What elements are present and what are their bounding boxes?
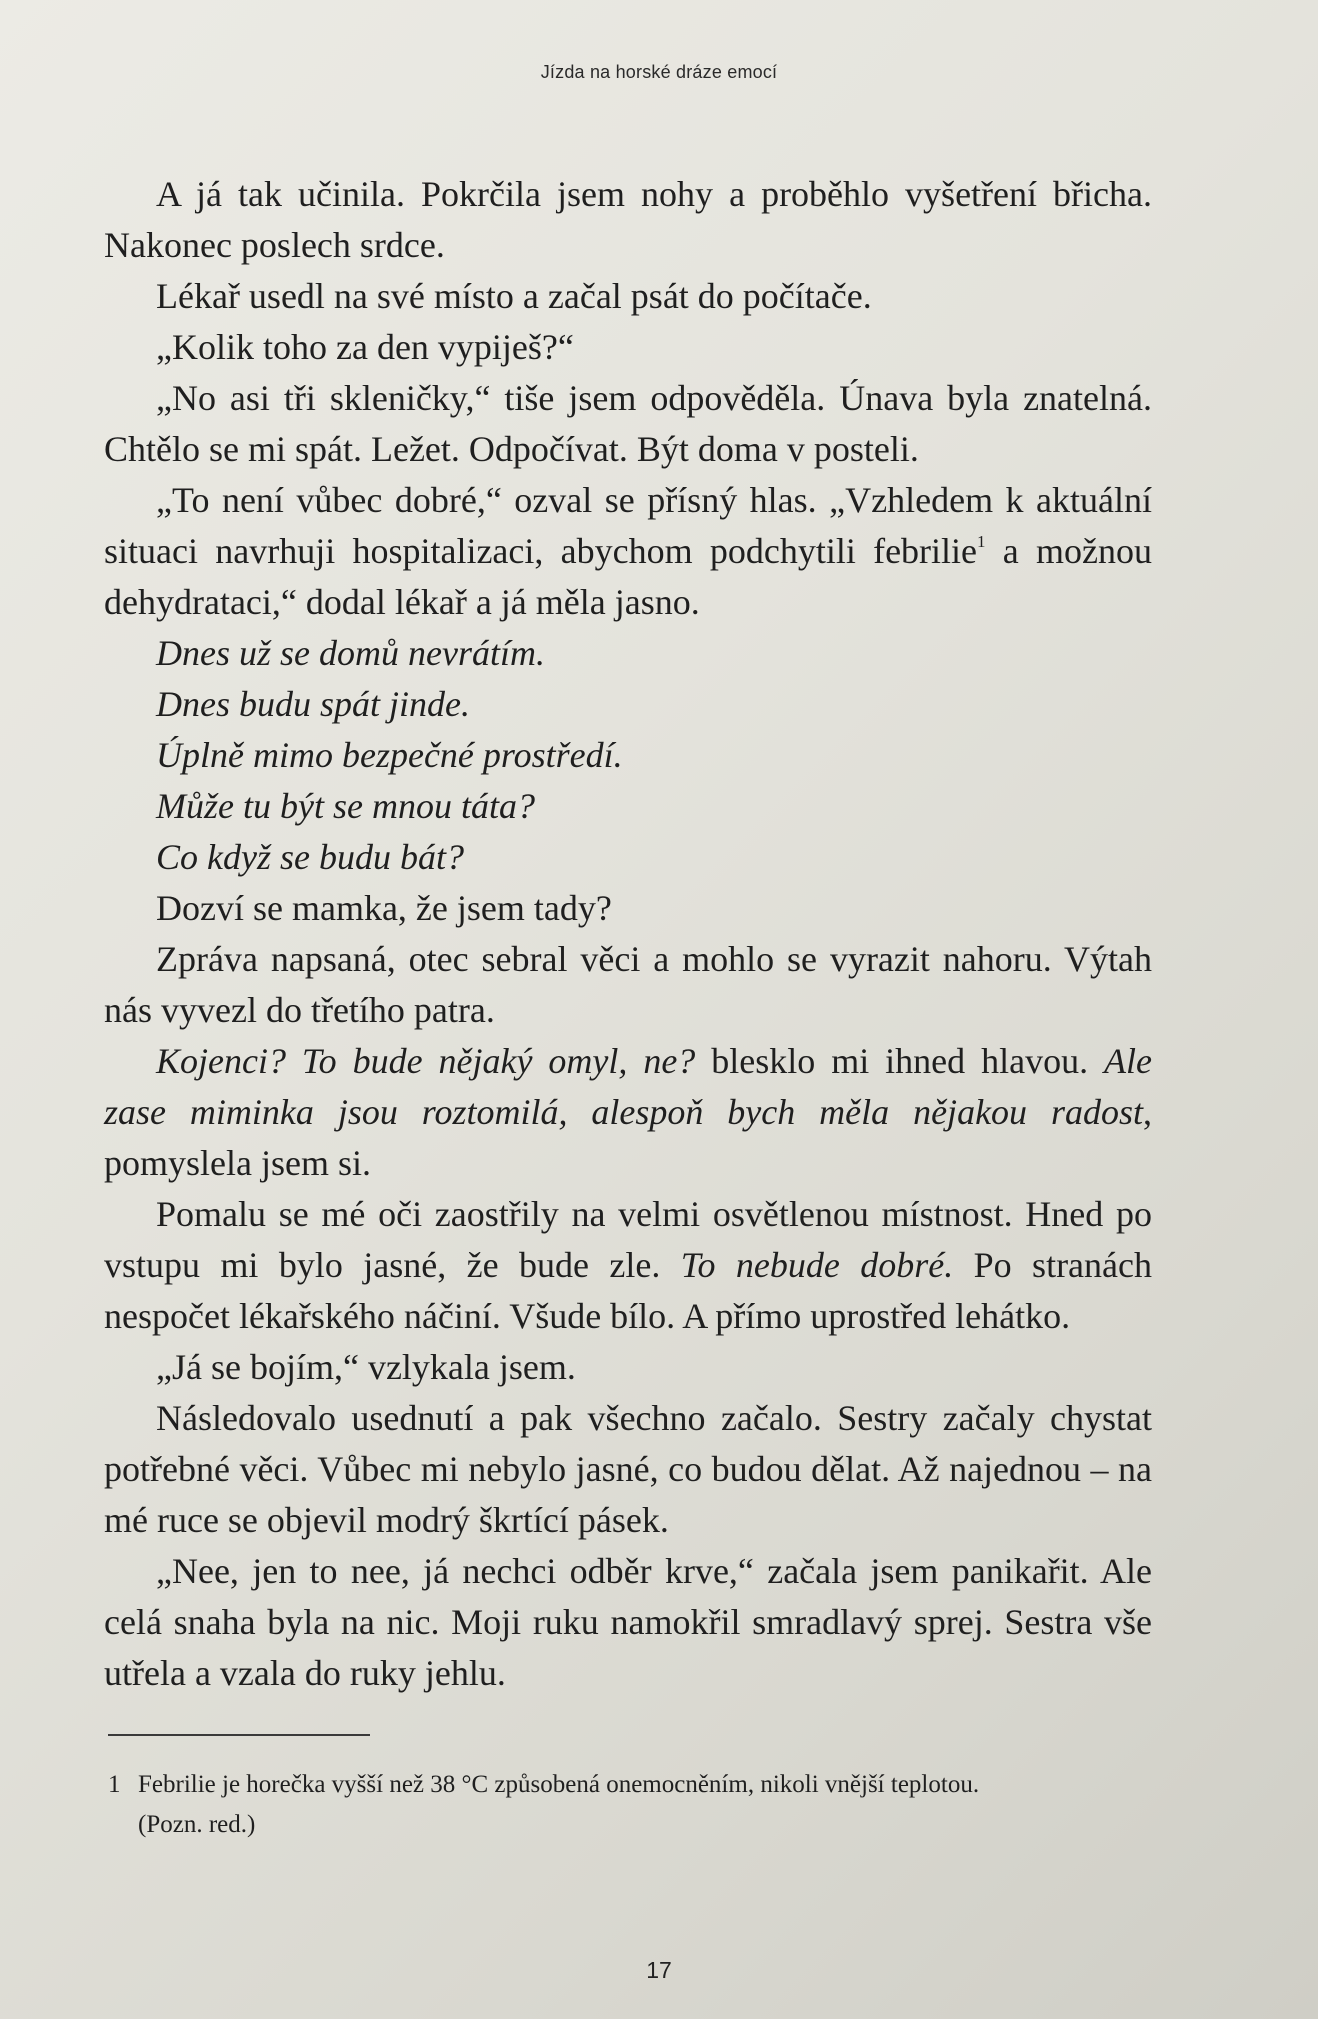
paragraph (104, 934, 1152, 1036)
footnote-divider (108, 1734, 370, 1736)
text-span: „Nee, jen to nee, já nechci odběr krve,“ začala jsem panikařit. Ale celá snaha byla na nic. Moji ruku namokřil smradlavý sprej. Sestra vše utřela a vzala do ruky jehlu. (104, 1551, 1152, 1693)
text-span: Může tu být se mnou táta? (156, 786, 535, 826)
italic-span: To nebude dobré. (680, 1245, 954, 1285)
italic-paragraph (104, 730, 1152, 781)
italic-paragraph (104, 628, 1152, 679)
footnote-number: 1 (108, 1771, 121, 1798)
italic-paragraph (104, 781, 1152, 832)
text-span: blesklo mi ihned hlavou. (695, 1041, 1105, 1081)
paragraph (104, 322, 1152, 373)
text-span: „No asi tři skleničky,“ tiše jsem odpověděla. Únava byla znatelná. Chtělo se mi spát. Ležet. Odpočívat. Být doma v posteli. (104, 378, 1152, 469)
italic-span: Kojenci? To bude nějaký omyl, ne? (156, 1041, 696, 1081)
text-span: Úplně mimo bezpečné prostředí. (156, 735, 623, 775)
text-span: Dnes už se domů nevrátím. (156, 633, 545, 673)
footnote-text: Febrilie je horečka vyšší než 38 °C způsobená onemocněním, nikoli vnější teplotou. (138, 1771, 980, 1798)
footnote-reference: 1 (977, 532, 986, 551)
text-span: „Já se bojím,“ vzlykala jsem. (156, 1347, 576, 1387)
paragraph (104, 1393, 1152, 1546)
paragraph (104, 271, 1152, 322)
text-span: a možnou dehydrataci,“ dodal lékař a já měla jasno. (104, 531, 1152, 622)
paragraph (104, 883, 1152, 934)
text-span: Dozví se mamka, že jsem tady? (156, 888, 612, 928)
page-number: 17 (646, 1957, 672, 1983)
paragraph (104, 475, 1152, 628)
text-span: Po stranách nespočet lékařského náčiní. Všude bílo. A přímo uprostřed lehátko. (104, 1245, 1152, 1336)
paragraph (104, 373, 1152, 475)
footnote (108, 1765, 1148, 1845)
text-span: Dnes budu spát jinde. (156, 684, 470, 724)
footnote-line: (Pozn. red.) (138, 1811, 256, 1838)
paragraph (104, 1342, 1152, 1393)
italic-paragraph (104, 832, 1152, 883)
paragraph (104, 1546, 1152, 1699)
text-span: A já tak učinila. Pokrčila jsem nohy a proběhlo vyšetření břicha. Nakonec poslech srdce. (104, 174, 1152, 265)
text-span: Co když se budu bát? (156, 837, 464, 877)
text-span: Lékař usedl na své místo a začal psát do počítače. (156, 276, 872, 316)
paragraph (104, 169, 1152, 271)
text-span: , pomyslela jsem si. (104, 1092, 1152, 1183)
text-span: „Kolik toho za den vypiješ?“ (156, 327, 574, 367)
running-header: Jízda na horské dráze emocí (540, 62, 778, 82)
paragraph (104, 1036, 1152, 1189)
text-span: „To není vůbec dobré,“ ozval se přísný hlas. „Vzhledem k aktuální situaci navrhuji hospitalizaci, abychom podchytili febrilie (104, 480, 1152, 571)
text-span: Zpráva napsaná, otec sebral věci a mohlo se vyrazit nahoru. Výtah nás vyvezl do třetího patra. (104, 939, 1152, 1030)
paragraph (104, 1189, 1152, 1342)
italic-paragraph (104, 679, 1152, 730)
text-span: Následovalo usednutí a pak všechno začalo. Sestry začaly chystat potřebné věci. Vůbec mi nebylo jasné, co budou dělat. Až najednou – na mé ruce se objevil modrý škrtící pásek. (104, 1398, 1152, 1540)
italic-span: Ale zase miminka jsou roztomilá, alespoň bych měla nějakou radost (104, 1041, 1152, 1132)
text-span: Pomalu se mé oči zaostřily na velmi osvětlenou místnost. Hned po vstupu mi bylo jasné, že bude zle. (104, 1194, 1152, 1285)
body-text (104, 169, 1152, 1699)
footnote-line (108, 1765, 1148, 1805)
